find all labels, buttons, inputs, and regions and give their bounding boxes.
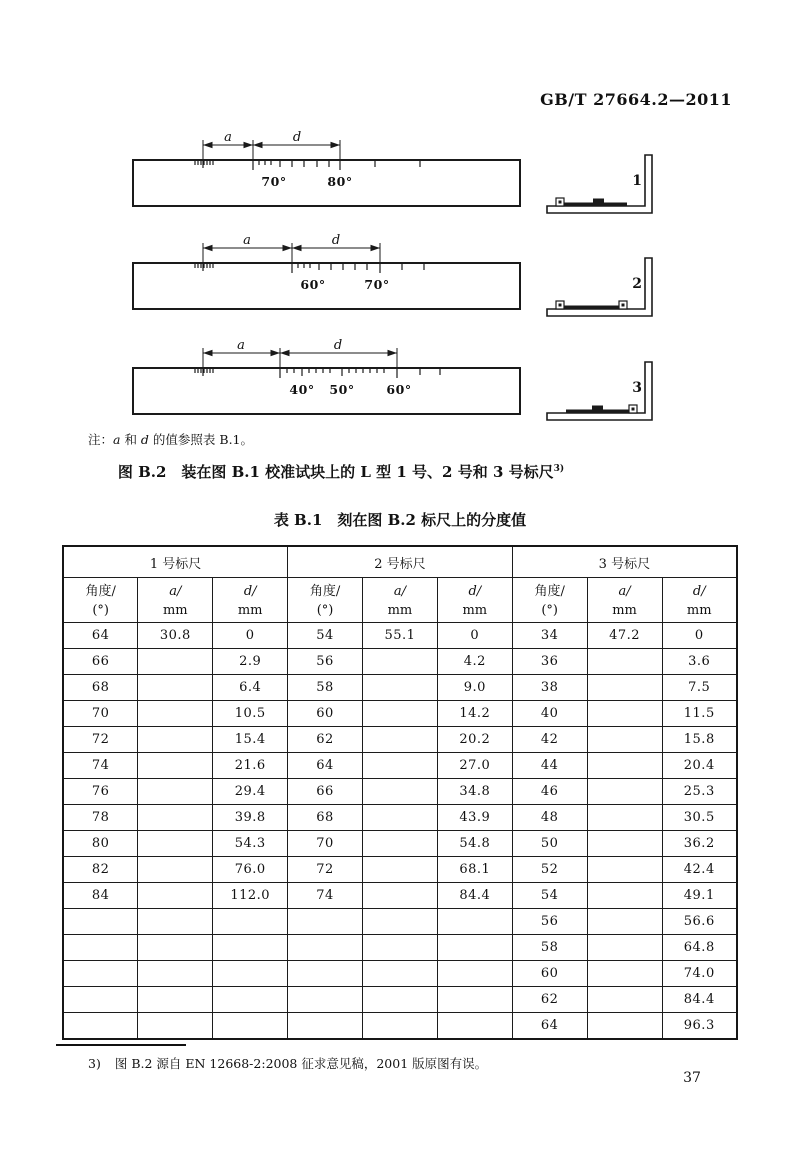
table-cell — [587, 649, 662, 675]
table-cell: 56 — [512, 909, 587, 935]
table-cell: 29.4 — [213, 779, 288, 805]
table-cell — [587, 831, 662, 857]
table-cell — [363, 857, 438, 883]
table-cell: 20.4 — [662, 753, 737, 779]
table-cell — [363, 779, 438, 805]
footnote — [88, 1054, 487, 1072]
table-cell — [587, 701, 662, 727]
table-cell — [587, 1013, 662, 1040]
table-cell: 2.9 — [213, 649, 288, 675]
dim-d-label: d — [333, 338, 343, 353]
footnote-rule — [56, 1044, 186, 1046]
note-rest: 的值参照表 B.1。 — [148, 432, 253, 447]
table-cell: 60 — [288, 701, 363, 727]
note-join: 和 — [120, 432, 141, 447]
table-cell — [138, 753, 213, 779]
table-cell — [363, 753, 438, 779]
table-cell — [213, 1013, 288, 1040]
table-cell: 20.2 — [437, 727, 512, 753]
table-row — [63, 883, 737, 909]
figure-caption-footnote-ref: 3) — [553, 464, 565, 474]
table-cell — [363, 701, 438, 727]
table-cell: 54 — [512, 883, 587, 909]
table-cell — [437, 1013, 512, 1040]
table-cell — [138, 779, 213, 805]
table-cell — [138, 1013, 213, 1040]
table-cell — [587, 805, 662, 831]
table-cell: 39.8 — [213, 805, 288, 831]
ruler-2-side-view — [547, 258, 652, 316]
table-row — [63, 857, 737, 883]
col-header-d: d/ mm — [662, 578, 737, 623]
ruler-2-front-view — [133, 233, 520, 309]
table-cell: 30.8 — [138, 623, 213, 649]
table-cell: 3.6 — [662, 649, 737, 675]
table-cell: 74 — [63, 753, 138, 779]
table-cell: 49.1 — [662, 883, 737, 909]
dim-a-label: a — [237, 338, 245, 353]
side-view-number: 2 — [632, 276, 642, 292]
group-header-scale-3: 3 号标尺 — [512, 546, 737, 578]
table-cell: 44 — [512, 753, 587, 779]
table-cell: 55.1 — [363, 623, 438, 649]
table-cell: 36 — [512, 649, 587, 675]
angle-label: 40° — [289, 382, 315, 397]
table-row — [63, 701, 737, 727]
table-cell — [288, 909, 363, 935]
table-cell — [363, 805, 438, 831]
table-cell: 68.1 — [437, 857, 512, 883]
table-row — [63, 909, 737, 935]
table-cell: 52 — [512, 857, 587, 883]
table-cell — [363, 727, 438, 753]
table-cell — [138, 649, 213, 675]
table-cell: 72 — [288, 857, 363, 883]
table-cell: 6.4 — [213, 675, 288, 701]
table-cell: 0 — [213, 623, 288, 649]
table-cell: 84.4 — [437, 883, 512, 909]
ruler-1-side-view — [547, 155, 652, 213]
note-d-symbol: d — [140, 432, 149, 447]
dim-d-label: d — [292, 130, 302, 145]
angle-label: 50° — [329, 382, 355, 397]
note-a-symbol: a — [113, 432, 121, 447]
table-cell: 0 — [662, 623, 737, 649]
table-cell: 4.2 — [437, 649, 512, 675]
table-cell — [288, 961, 363, 987]
table-cell — [363, 675, 438, 701]
table-cell: 21.6 — [213, 753, 288, 779]
table-cell — [363, 649, 438, 675]
page-number: 37 — [683, 1070, 701, 1086]
table-cell: 74 — [288, 883, 363, 909]
table-cell: 15.4 — [213, 727, 288, 753]
table-cell — [587, 675, 662, 701]
table-cell — [138, 857, 213, 883]
dim-a-label: a — [243, 233, 251, 248]
table-cell — [363, 1013, 438, 1040]
table-cell: 96.3 — [662, 1013, 737, 1040]
table-cell: 54.8 — [437, 831, 512, 857]
dim-d-label: d — [331, 233, 341, 248]
table-cell — [587, 961, 662, 987]
table-cell: 50 — [512, 831, 587, 857]
table-cell: 15.8 — [662, 727, 737, 753]
table-cell — [363, 987, 438, 1013]
table-cell: 42 — [512, 727, 587, 753]
table-cell: 84 — [63, 883, 138, 909]
table-cell — [213, 909, 288, 935]
table-cell — [63, 1013, 138, 1040]
table-cell — [437, 909, 512, 935]
extension-lines — [203, 348, 397, 368]
table-cell: 48 — [512, 805, 587, 831]
table-cell: 9.0 — [437, 675, 512, 701]
group-header-scale-2: 2 号标尺 — [288, 546, 513, 578]
table-cell: 25.3 — [662, 779, 737, 805]
table-cell: 62 — [512, 987, 587, 1013]
group-header-scale-1: 1 号标尺 — [63, 546, 288, 578]
angle-label: 60° — [300, 277, 326, 292]
table-row — [63, 805, 737, 831]
table-cell — [138, 883, 213, 909]
table-cell — [138, 909, 213, 935]
figure-note — [88, 430, 253, 448]
table-cell — [587, 883, 662, 909]
table-b1 — [62, 545, 738, 1040]
footnote-marker: 3) — [88, 1056, 101, 1071]
ruler-3-front-view — [133, 338, 520, 414]
table-cell — [63, 935, 138, 961]
table-cell: 58 — [288, 675, 363, 701]
extension-lines — [203, 243, 380, 263]
table-cell: 54 — [288, 623, 363, 649]
angle-label: 70° — [364, 277, 390, 292]
side-view-number: 3 — [632, 380, 642, 396]
table-cell: 47.2 — [587, 623, 662, 649]
col-header-angle: 角度/ (°) — [288, 578, 363, 623]
table-cell: 70 — [63, 701, 138, 727]
table-cell: 76.0 — [213, 857, 288, 883]
table-cell — [363, 831, 438, 857]
table-cell: 64 — [63, 623, 138, 649]
table-cell: 82 — [63, 857, 138, 883]
angle-label: 70° — [261, 174, 287, 189]
table-cell — [138, 701, 213, 727]
table-cell: 38 — [512, 675, 587, 701]
table-cell — [138, 675, 213, 701]
ruler-1-front-view — [133, 130, 520, 206]
note-prefix: 注： — [88, 432, 114, 447]
table-cell — [288, 1013, 363, 1040]
table-cell — [363, 909, 438, 935]
standard-number: GB/T 27664.2—2011 — [540, 90, 732, 109]
table-cell: 7.5 — [662, 675, 737, 701]
table-cell: 11.5 — [662, 701, 737, 727]
table-cell: 64.8 — [662, 935, 737, 961]
col-header-a: a/ mm — [587, 578, 662, 623]
table-cell: 72 — [63, 727, 138, 753]
table-cell: 74.0 — [662, 961, 737, 987]
table-cell — [63, 961, 138, 987]
table-cell: 34.8 — [437, 779, 512, 805]
table-cell: 10.5 — [213, 701, 288, 727]
table-cell: 58 — [512, 935, 587, 961]
table-row — [63, 831, 737, 857]
angle-label: 60° — [386, 382, 412, 397]
table-cell: 40 — [512, 701, 587, 727]
table-cell: 0 — [437, 623, 512, 649]
table-cell — [437, 935, 512, 961]
table-cell — [587, 857, 662, 883]
table-cell: 54.3 — [213, 831, 288, 857]
table-cell — [63, 909, 138, 935]
table-body — [63, 623, 737, 1040]
table-cell: 66 — [288, 779, 363, 805]
col-header-angle: 角度/ (°) — [63, 578, 138, 623]
table-row — [63, 623, 737, 649]
table-cell — [213, 935, 288, 961]
table-group-header-row — [63, 546, 737, 578]
table-cell: 42.4 — [662, 857, 737, 883]
table-row — [63, 1013, 737, 1040]
table-cell — [587, 779, 662, 805]
table-column-header-row — [63, 578, 737, 623]
table-row — [63, 779, 737, 805]
table-cell — [138, 961, 213, 987]
table-row — [63, 935, 737, 961]
col-header-a: a/ mm — [138, 578, 213, 623]
col-header-d: d/ mm — [213, 578, 288, 623]
col-header-a: a/ mm — [363, 578, 438, 623]
table-cell: 14.2 — [437, 701, 512, 727]
table-cell — [213, 961, 288, 987]
table-cell — [587, 987, 662, 1013]
table-cell: 27.0 — [437, 753, 512, 779]
col-header-d: d/ mm — [437, 578, 512, 623]
table-cell: 112.0 — [213, 883, 288, 909]
table-cell: 46 — [512, 779, 587, 805]
table-row — [63, 727, 737, 753]
table-cell: 78 — [63, 805, 138, 831]
table-cell: 64 — [512, 1013, 587, 1040]
table-cell — [138, 987, 213, 1013]
figure-b2-diagram — [0, 120, 800, 432]
table-cell: 70 — [288, 831, 363, 857]
table-cell — [363, 935, 438, 961]
table-cell: 62 — [288, 727, 363, 753]
table-row — [63, 987, 737, 1013]
table-cell — [213, 987, 288, 1013]
table-cell: 56.6 — [662, 909, 737, 935]
table-cell — [288, 987, 363, 1013]
figure-caption-text: 图 B.2 装在图 B.1 校准试块上的 L 型 1 号、2 号和 3 号标尺 — [117, 463, 554, 481]
table-cell: 68 — [63, 675, 138, 701]
table-cell — [138, 727, 213, 753]
table-cell: 66 — [63, 649, 138, 675]
side-view-number: 1 — [632, 173, 642, 189]
dim-a-label: a — [224, 130, 232, 145]
table-cell — [587, 753, 662, 779]
table-cell — [63, 987, 138, 1013]
table-cell — [587, 727, 662, 753]
table-cell: 64 — [288, 753, 363, 779]
table-cell: 30.5 — [662, 805, 737, 831]
table-cell: 68 — [288, 805, 363, 831]
figure-caption — [0, 461, 682, 482]
table-cell — [138, 831, 213, 857]
table-row — [63, 753, 737, 779]
table-caption: 表 B.1 刻在图 B.2 标尺上的分度值 — [273, 511, 527, 529]
table-cell — [587, 909, 662, 935]
table-cell — [437, 961, 512, 987]
table-cell: 56 — [288, 649, 363, 675]
table-cell — [138, 935, 213, 961]
table-cell — [138, 805, 213, 831]
table-cell: 43.9 — [437, 805, 512, 831]
col-header-angle: 角度/ (°) — [512, 578, 587, 623]
angle-label: 80° — [327, 174, 353, 189]
table-cell — [363, 961, 438, 987]
table-cell: 76 — [63, 779, 138, 805]
table-row — [63, 961, 737, 987]
table-cell: 34 — [512, 623, 587, 649]
table-cell — [437, 987, 512, 1013]
table-cell — [288, 935, 363, 961]
table-cell: 84.4 — [662, 987, 737, 1013]
table-cell — [587, 935, 662, 961]
table-cell: 60 — [512, 961, 587, 987]
footnote-text: 图 B.2 源自 EN 12668-2:2008 征求意见稿，2001 版原图有误。 — [114, 1056, 488, 1071]
table-cell — [363, 883, 438, 909]
table-row — [63, 675, 737, 701]
ruler-3-side-view — [547, 362, 652, 420]
table-cell: 80 — [63, 831, 138, 857]
table-cell: 36.2 — [662, 831, 737, 857]
table-row — [63, 649, 737, 675]
